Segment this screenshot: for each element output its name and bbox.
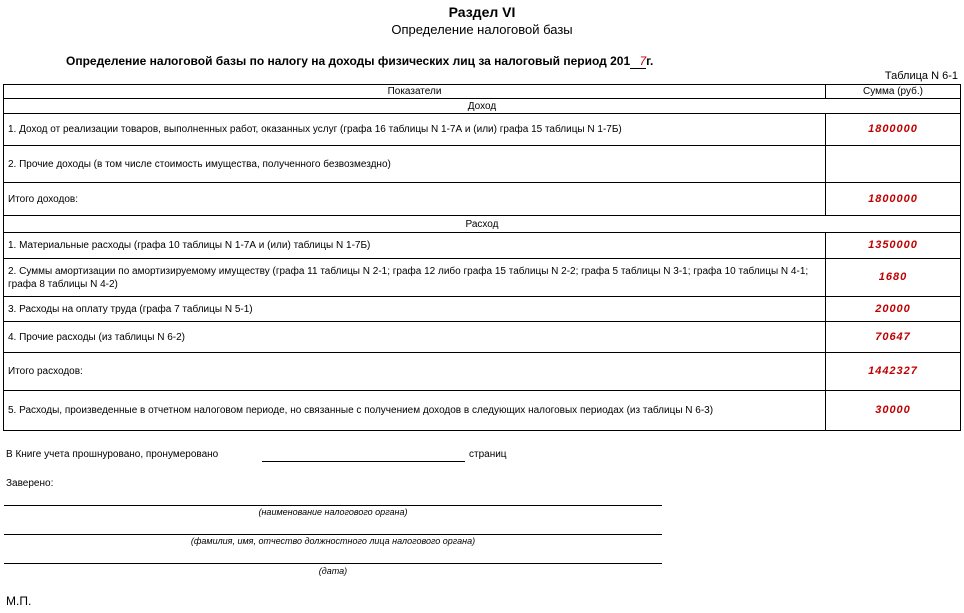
officer-line[interactable]: [4, 534, 662, 535]
expense-total-row: [4, 353, 961, 391]
deferred-expense-row: [4, 391, 961, 431]
table-header-row: [4, 85, 961, 99]
income-section-header: Доход: [4, 99, 961, 114]
table-row: [4, 146, 961, 183]
col-amount-header: Сумма (руб.): [826, 85, 961, 99]
table-row: [4, 297, 961, 322]
date-line[interactable]: [4, 563, 662, 564]
heading-text: Определение налоговой базы по налогу на доходы физических лиц за налоговый период 201: [66, 54, 631, 68]
caption-officer: (фамилия, имя, отчество должностного лица налогового органа): [190, 536, 476, 546]
form-heading: [66, 54, 653, 69]
row-label: 2. Прочие доходы (в том числе стоимость имущества, полученного безвозмездно): [4, 146, 826, 183]
heading-suffix: г.: [646, 54, 654, 68]
table-row: [4, 233, 961, 259]
row-label: Итого доходов:: [4, 183, 826, 216]
amount-cell[interactable]: [826, 146, 961, 183]
table-label: Таблица N 6-1: [884, 70, 958, 82]
year-field[interactable]: 7: [630, 55, 646, 69]
amount-cell[interactable]: 1800000: [826, 183, 961, 216]
authority-line[interactable]: [4, 505, 662, 506]
caption-date: (дата): [318, 566, 348, 576]
amount-cell[interactable]: 1442327: [826, 353, 961, 391]
row-label: Итого расходов:: [4, 353, 826, 391]
section-title: Раздел VI: [448, 4, 516, 20]
amount-cell[interactable]: 1680: [826, 259, 961, 297]
col-indicators-header: Показатели: [4, 85, 826, 99]
amount-cell[interactable]: 1350000: [826, 233, 961, 259]
caption-authority: (наименование налогового органа): [258, 507, 408, 517]
expense-section-row: [4, 216, 961, 233]
row-label: 5. Расходы, произведенные в отчетном налоговом периоде, но связанные с получением доходов в следующих налоговых периодах (из таблицы N 6-3): [4, 391, 826, 431]
row-label: 3. Расходы на оплату труда (графа 7 таблицы N 5-1): [4, 297, 826, 322]
amount-cell[interactable]: 30000: [826, 391, 961, 431]
section-subtitle: Определение налоговой базы: [391, 22, 573, 37]
table-row: [4, 322, 961, 353]
amount-cell[interactable]: 70647: [826, 322, 961, 353]
tax-base-table: [3, 84, 961, 431]
stamp-label: М.П.: [6, 594, 32, 608]
amount-cell[interactable]: 20000: [826, 297, 961, 322]
table-row: [4, 259, 961, 297]
income-total-row: [4, 183, 961, 216]
book-suffix: страниц: [469, 449, 507, 460]
certified-label: Заверено:: [6, 478, 54, 489]
page-count-field[interactable]: [262, 461, 465, 462]
expense-section-header: Расход: [4, 216, 961, 233]
income-section-row: [4, 99, 961, 114]
row-label: 2. Суммы амортизации по амортизируемому имуществу (графа 11 таблицы N 2-1; графа 12 либо графа 15 таблицы N 2-2; графа 5 таблицы N 3-1; графа 10 таблицы N 4-1; графа 8 таблицы N 4-2): [4, 259, 826, 297]
row-label: 4. Прочие расходы (из таблицы N 6-2): [4, 322, 826, 353]
table-row: [4, 114, 961, 146]
amount-cell[interactable]: 1800000: [826, 114, 961, 146]
book-label: В Книге учета прошнуровано, пронумеровано: [6, 449, 219, 460]
row-label: 1. Материальные расходы (графа 10 таблицы N 1-7А и (или) таблицы N 1-7Б): [4, 233, 826, 259]
row-label: 1. Доход от реализации товаров, выполненных работ, оказанных услуг (графа 16 таблицы N 1-7А и (или) графа 15 таблицы N 1-7Б): [4, 114, 826, 146]
